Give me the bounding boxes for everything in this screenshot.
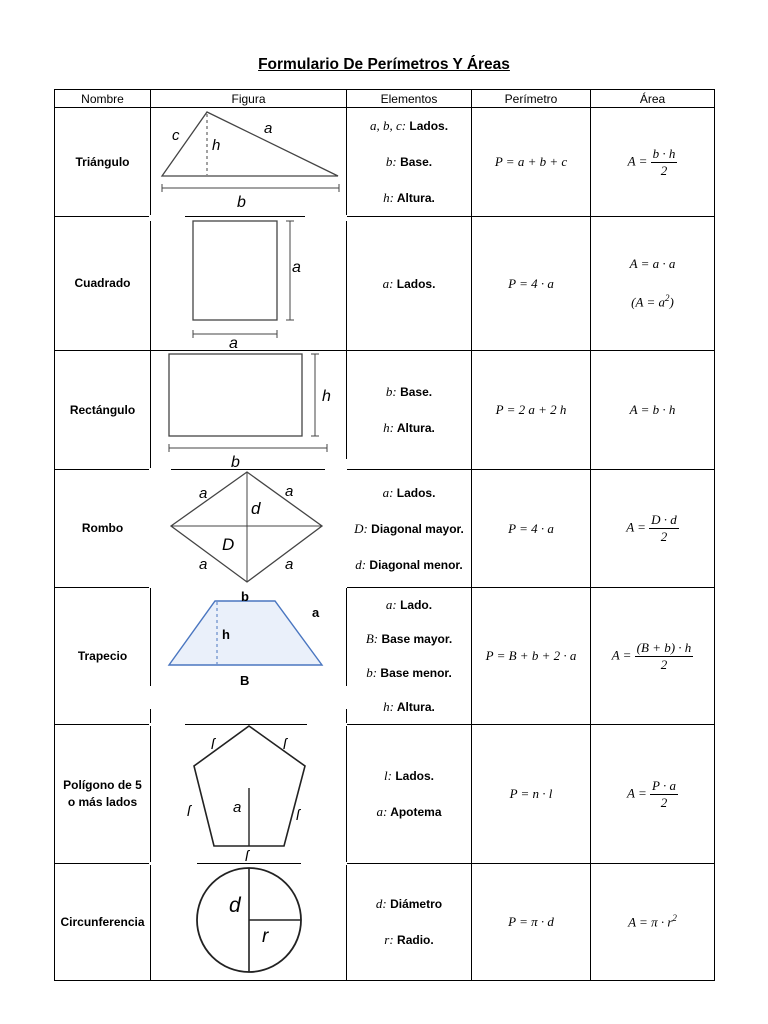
row-name: Rectángulo (55, 351, 151, 470)
row-name: Rombo (55, 470, 151, 588)
label-l: ſ (187, 803, 191, 820)
label-a-top-left: a (199, 485, 208, 502)
area-formula: A = b · h (591, 351, 715, 470)
label-c: c (172, 127, 180, 144)
label-d: d (229, 894, 241, 917)
row-name: Trapecio (55, 588, 151, 725)
element-item: b: Base. (385, 384, 433, 399)
table-row (55, 864, 715, 981)
formula-table (54, 89, 715, 981)
label-r: r (262, 926, 269, 947)
label-h: h (212, 137, 221, 154)
circle-figure (149, 862, 347, 980)
label-a-bottom: a (229, 335, 238, 350)
label-a: a (233, 799, 242, 816)
figure-cell (151, 725, 347, 864)
perimeter-formula: P = 2 a + 2 h (472, 351, 591, 470)
element-item: a: Lados. (382, 484, 436, 500)
figure-cell (151, 217, 347, 351)
label-l: ſ (283, 736, 287, 753)
element-item: h: Altura. (383, 699, 435, 714)
header-elementos: Elementos (347, 90, 472, 108)
table-row (55, 351, 715, 470)
element-item: l: Lados. (384, 768, 434, 783)
element-item: a: Lado. (385, 597, 433, 612)
area-formula: A = $\frac{b \cdot h}{2}$ (591, 108, 715, 217)
label-l: ſ (211, 736, 215, 753)
elements-cell (347, 725, 472, 864)
label-a-top-right: a (285, 483, 294, 500)
label-a-bottom-left: a (199, 556, 208, 573)
element-item: a: Apotema (376, 804, 442, 819)
elements-cell (347, 588, 472, 725)
element-item: r: Radio. (384, 932, 434, 947)
trapezoid-figure (149, 586, 347, 709)
label-B: B (240, 673, 250, 688)
elements-cell (347, 108, 472, 217)
elements-cell (347, 470, 472, 588)
table-row (55, 470, 715, 588)
perimeter-formula: P = π · d (472, 864, 591, 981)
triangle-figure (149, 106, 347, 214)
table-row (55, 108, 715, 217)
rhombus-figure (149, 468, 347, 587)
header-row (55, 90, 715, 108)
label-a-side: a (292, 259, 301, 276)
square-figure (149, 215, 347, 350)
figure-cell (151, 351, 347, 470)
element-item: B: Base mayor. (365, 631, 453, 646)
element-item: a: Lados. (382, 275, 436, 291)
area-formula: A = $\frac{D \cdot d}{2}$ (591, 470, 715, 588)
label-a-bottom-right: a (285, 556, 294, 573)
header-figura: Figura (151, 90, 347, 108)
elements-cell (347, 864, 472, 981)
label-b: b (237, 194, 246, 211)
figure-cell (151, 864, 347, 981)
header-nombre: Nombre (55, 90, 151, 108)
figure-cell (151, 470, 347, 588)
perimeter-formula: P = B + b + 2 · a (472, 588, 591, 725)
row-name: Triángulo (55, 108, 151, 217)
label-h: h (322, 388, 331, 405)
label-d: d (251, 499, 261, 518)
area-formula: A = $\frac{(B + b) \cdot h}{2}$ (591, 588, 715, 725)
element-item: b: Base. (385, 154, 433, 169)
label-b: b (231, 454, 240, 469)
table-row (55, 217, 715, 351)
label-h: h (222, 627, 230, 642)
label-l: ſ (245, 848, 249, 863)
rectangle-figure (149, 349, 347, 469)
label-b: b (241, 589, 249, 604)
label-D: D (222, 535, 235, 554)
label-a: a (264, 120, 273, 137)
table-row (55, 588, 715, 725)
row-name: Cuadrado (55, 217, 151, 351)
perimeter-formula: P = a + b + c (472, 108, 591, 217)
table-row (55, 725, 715, 864)
header-perimetro: Perímetro (472, 90, 591, 108)
element-item: D: Diagonal mayor. (354, 520, 464, 536)
element-item: h: Altura. (383, 420, 435, 435)
element-item: a, b, c: Lados. (369, 118, 449, 133)
header-area: Área (591, 90, 715, 108)
row-name: Polígono de 5 o más lados (55, 725, 151, 864)
element-item: h: Altura. (383, 190, 435, 205)
elements-cell (347, 351, 472, 470)
element-item: d: Diagonal menor. (355, 556, 463, 572)
page-title: Formulario De Perímetros Y Áreas (258, 56, 510, 73)
area-formula: $A = \pi \cdot r^2$ (591, 864, 715, 981)
label-l: ſ (296, 807, 300, 824)
area-formula: A = a · a $(A = a^2)$ (591, 217, 715, 351)
perimeter-formula: P = n · l (472, 725, 591, 864)
label-a: a (312, 605, 320, 620)
figure-cell (151, 588, 347, 725)
figure-cell (151, 108, 347, 217)
row-name: Circunferencia (55, 864, 151, 981)
area-formula: A = $\frac{P \cdot a}{2}$ (591, 725, 715, 864)
element-item: b: Base menor. (366, 665, 452, 680)
elements-cell (347, 217, 472, 351)
perimeter-formula: P = 4 · a (472, 217, 591, 351)
perimeter-formula: P = 4 · a (472, 470, 591, 588)
element-item: d: Diámetro (375, 896, 443, 911)
pentagon-figure (149, 723, 347, 863)
